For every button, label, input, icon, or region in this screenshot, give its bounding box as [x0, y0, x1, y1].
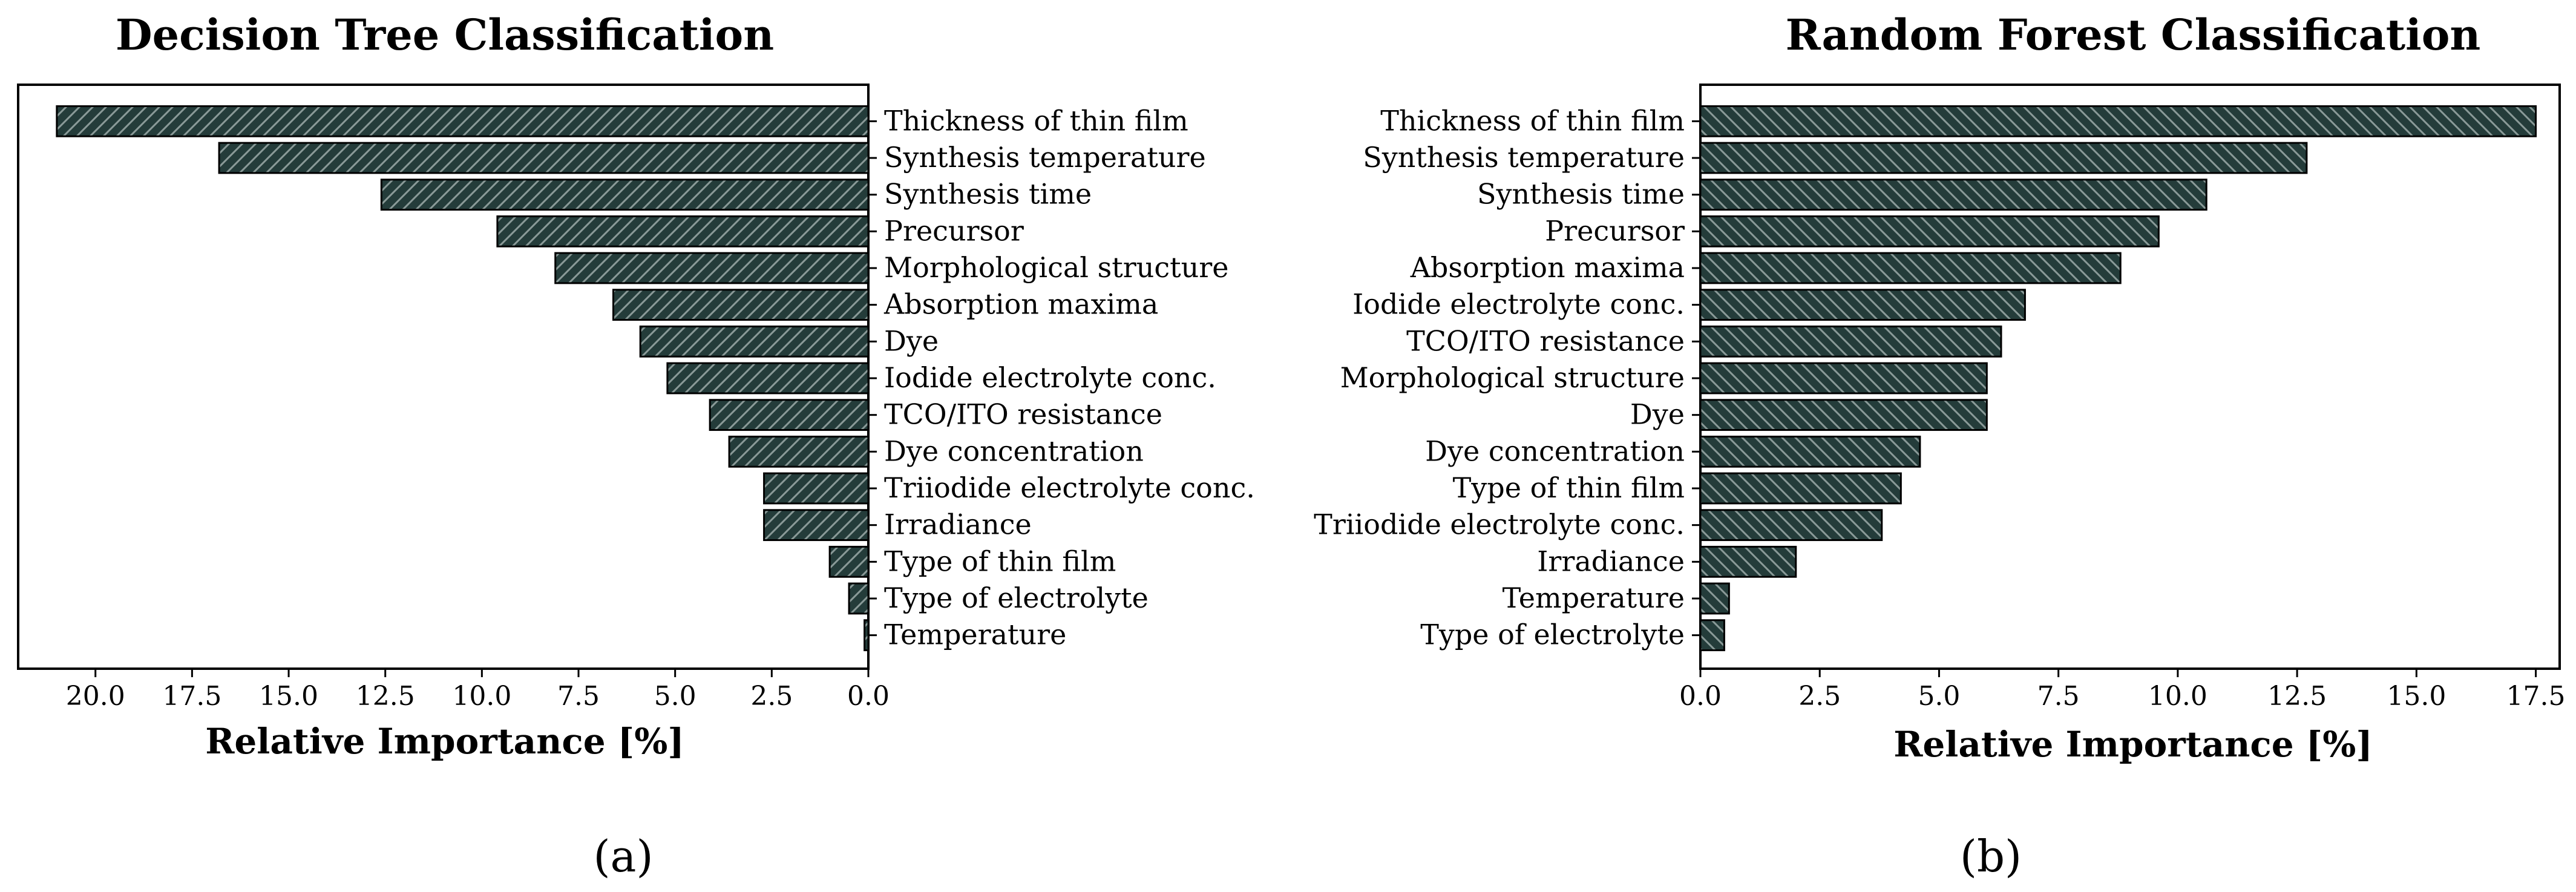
x-tick-label: 17.5 — [162, 681, 222, 712]
bar — [381, 180, 868, 210]
bar — [865, 620, 868, 651]
bar — [710, 400, 868, 430]
bar — [1700, 436, 1920, 467]
chart-title: Decision Tree Classification — [115, 10, 775, 60]
random-forest-chart — [1314, 10, 2565, 882]
category-label: Synthesis time — [884, 177, 1092, 211]
category-label: Precursor — [884, 214, 1024, 248]
x-axis-label: Relative Importance [%] — [205, 721, 684, 762]
x-tick-label: 10.0 — [2148, 681, 2207, 712]
x-tick-label: 12.5 — [355, 681, 415, 712]
category-label: Iodide electrolyte conc. — [884, 361, 1216, 394]
category-label: Absorption maxima — [884, 287, 1159, 321]
x-tick-label: 0.0 — [847, 681, 890, 712]
category-label: Synthesis temperature — [1363, 141, 1685, 174]
bar — [1700, 143, 2307, 173]
category-label: Thickness of thin film — [1380, 104, 1685, 137]
category-label: Thickness of thin film — [884, 104, 1188, 137]
decision-tree-chart — [18, 10, 1255, 882]
category-label: Type of electrolyte — [884, 582, 1149, 614]
bar — [1700, 363, 1987, 393]
bar — [1700, 546, 1796, 577]
category-label: Triiodide electrolyte conc. — [884, 471, 1255, 504]
category-label: Dye — [1630, 398, 1685, 431]
bar — [667, 363, 868, 393]
bar — [729, 436, 868, 467]
bar — [830, 546, 868, 577]
category-label: Temperature — [884, 618, 1067, 651]
bar — [219, 143, 868, 173]
x-tick-label: 2.5 — [750, 681, 793, 712]
category-label: Synthesis temperature — [884, 141, 1206, 174]
bar — [1700, 583, 1729, 614]
category-label: Iodide electrolyte conc. — [1352, 287, 1685, 321]
category-label: Dye concentration — [884, 435, 1144, 468]
bar — [640, 326, 868, 356]
category-label: Triiodide electrolyte conc. — [1314, 508, 1685, 541]
category-label: Morphological structure — [884, 251, 1229, 284]
category-label: Precursor — [1545, 214, 1685, 248]
x-tick-label: 2.5 — [1798, 681, 1841, 712]
category-label: Type of thin film — [884, 545, 1116, 578]
bar — [1700, 510, 1882, 540]
bar — [1700, 290, 2025, 320]
bar — [1700, 180, 2206, 210]
category-label: Dye concentration — [1425, 435, 1685, 468]
category-label: Temperature — [1502, 582, 1685, 614]
x-axis-label: Relative Importance [%] — [1893, 724, 2373, 765]
panel-label: (a) — [593, 831, 654, 882]
bar — [556, 253, 868, 283]
bar — [1700, 326, 2001, 356]
category-label: TCO/ITO resistance — [1406, 324, 1685, 358]
x-tick-label: 7.5 — [2037, 681, 2080, 712]
bar — [849, 583, 868, 614]
x-tick-label: 17.5 — [2506, 681, 2566, 712]
category-label: Morphological structure — [1340, 361, 1685, 394]
bar — [1700, 253, 2120, 283]
x-tick-label: 5.0 — [1918, 681, 1961, 712]
category-label: Absorption maxima — [1410, 251, 1685, 284]
bar — [764, 473, 868, 503]
chart-title: Random Forest Classification — [1785, 10, 2481, 60]
bar — [614, 290, 869, 320]
category-label: Synthesis time — [1476, 177, 1685, 211]
category-label: Dye — [884, 324, 939, 358]
x-tick-label: 7.5 — [557, 681, 600, 712]
x-tick-label: 5.0 — [654, 681, 696, 712]
bar — [1700, 620, 1724, 651]
x-tick-label: 15.0 — [2387, 681, 2447, 712]
category-label: Type of electrolyte — [1420, 618, 1685, 651]
bar — [1700, 400, 1987, 430]
x-tick-label: 12.5 — [2267, 681, 2327, 712]
bar — [497, 216, 868, 246]
category-label: Irradiance — [884, 508, 1032, 541]
bar — [1700, 473, 1901, 503]
x-tick-label: 15.0 — [259, 681, 319, 712]
x-tick-label: 10.0 — [452, 681, 512, 712]
category-label: TCO/ITO resistance — [884, 398, 1162, 431]
bar — [1700, 106, 2536, 136]
panel-label: (b) — [1959, 831, 2022, 882]
x-tick-label: 20.0 — [65, 681, 125, 712]
category-label: Irradiance — [1537, 545, 1685, 578]
bar — [1700, 216, 2158, 246]
x-tick-label: 0.0 — [1679, 681, 1722, 712]
bar — [764, 510, 868, 540]
bar — [57, 106, 868, 136]
category-label: Type of thin film — [1452, 471, 1685, 504]
